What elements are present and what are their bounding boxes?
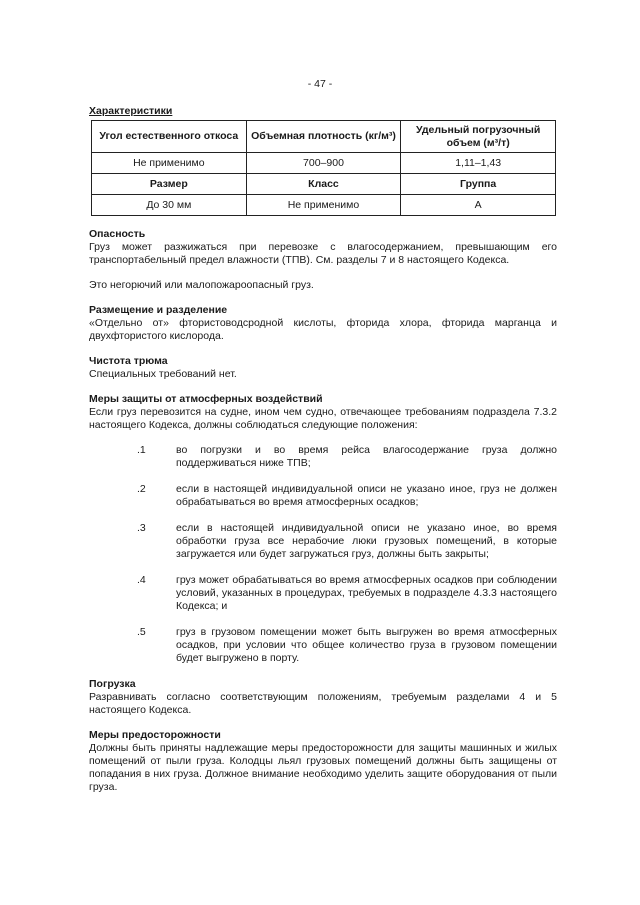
table-row xyxy=(92,153,556,174)
list-item xyxy=(89,444,557,470)
hold-heading: Чистота трюма xyxy=(89,355,168,367)
table-header-cell: Удельный погрузочный объем (м³/т) xyxy=(401,121,556,153)
hazard-heading: Опасность xyxy=(89,228,146,240)
table-cell: Не применимо xyxy=(92,153,247,174)
loading-heading: Погрузка xyxy=(89,678,136,690)
table-header-cell: Угол естественного откоса xyxy=(92,121,247,153)
table-header-cell: Класс xyxy=(246,174,401,195)
weather-section xyxy=(89,393,557,665)
list-item-number: .5 xyxy=(137,626,146,638)
page-number: - 47 - xyxy=(307,78,333,90)
table-row xyxy=(92,195,556,216)
table-cell: Не применимо xyxy=(246,195,401,216)
precautions-text: Должны быть приняты надлежащие меры предосторожности для защиты машинных и жилых помещений от пыли груза. Колодцы льял грузовых помещений должны быть защищены от попадания в них груза. Должное внимание необходимо уделить защите оборудования от пыли груза. xyxy=(89,742,557,793)
loading-section xyxy=(89,678,557,717)
table-cell: 700–900 xyxy=(246,153,401,174)
list-item-number: .4 xyxy=(137,574,146,586)
list-item-text: во погрузки и во время рейса влагосодержание груза должно поддерживаться ниже ТПВ; xyxy=(176,444,557,469)
hold-section xyxy=(89,355,557,381)
table-cell: 1,11–1,43 xyxy=(401,153,556,174)
table-row xyxy=(92,121,556,153)
hazard-section xyxy=(89,228,557,292)
precautions-heading: Меры предосторожности xyxy=(89,729,221,741)
list-item-text: если в настоящей индивидуальной описи не указано иное, во время обработки груза все нерабочие люки грузовых помещений, в которые загружается или будет загружаться груз, должны быть закрыты; xyxy=(176,522,557,560)
stowage-heading: Размещение и разделение xyxy=(89,304,228,316)
stowage-text: «Отдельно от» фтористоводсродной кислоты, фторида хлора, фторида марганца и двухфтористого кислорода. xyxy=(89,317,557,342)
table-row xyxy=(92,174,556,195)
list-item xyxy=(89,626,557,665)
table-cell: До 30 мм xyxy=(92,195,247,216)
characteristics-heading: Характеристики xyxy=(89,105,173,117)
characteristics-table xyxy=(91,120,556,216)
loading-text: Разравнивать согласно соответствующим положениям, требуемым разделами 4 и 5 настоящего Кодекса. xyxy=(89,691,557,716)
list-item-text: груз в грузовом помещении может быть выгружен во время атмосферных осадков, при условии что общее количество груза в грузовом помещении будет выгружено в порту. xyxy=(176,626,557,664)
weather-intro: Если груз перевозится на судне, ином чем судно, отвечающее требованиям подраздела 7.3.2 настоящего Кодекса, должны соблюдаться следующие положения: xyxy=(89,406,557,431)
document-body xyxy=(89,100,557,794)
table-header-cell: Объемная плотность (кг/м³) xyxy=(246,121,401,153)
table-header-cell: Размер xyxy=(92,174,247,195)
list-item-text: груз может обрабатываться во время атмосферных осадков при соблюдении условий, указанных в процедурах, требуемых в подразделе 4.3.3 настоящего Кодекса; и xyxy=(176,574,557,612)
list-item-number: .2 xyxy=(137,483,146,495)
list-item-number: .3 xyxy=(137,522,146,534)
table-header-cell: Группа xyxy=(401,174,556,195)
hazard-paragraph: Груз может разжижаться при перевозке с влагосодержанием, превышающим его транспортабельный предел влажности (ТПВ). См. разделы 7 и 8 настоящего Кодекса. xyxy=(89,241,557,266)
table-cell: A xyxy=(401,195,556,216)
hazard-paragraph: Это негорючий или малопожароопасный груз. xyxy=(89,279,314,291)
list-item xyxy=(89,574,557,613)
weather-heading: Меры защиты от атмосферных воздействий xyxy=(89,393,323,405)
list-item-number: .1 xyxy=(137,444,146,456)
list-item-text: если в настоящей индивидуальной описи не указано иное, груз не должен обрабатываться во время атмосферных осадков; xyxy=(176,483,557,508)
stowage-section xyxy=(89,304,557,343)
precautions-section xyxy=(89,729,557,794)
list-item xyxy=(89,483,557,509)
weather-list xyxy=(89,444,557,665)
list-item xyxy=(89,522,557,561)
hold-text: Специальных требований нет. xyxy=(89,368,237,380)
